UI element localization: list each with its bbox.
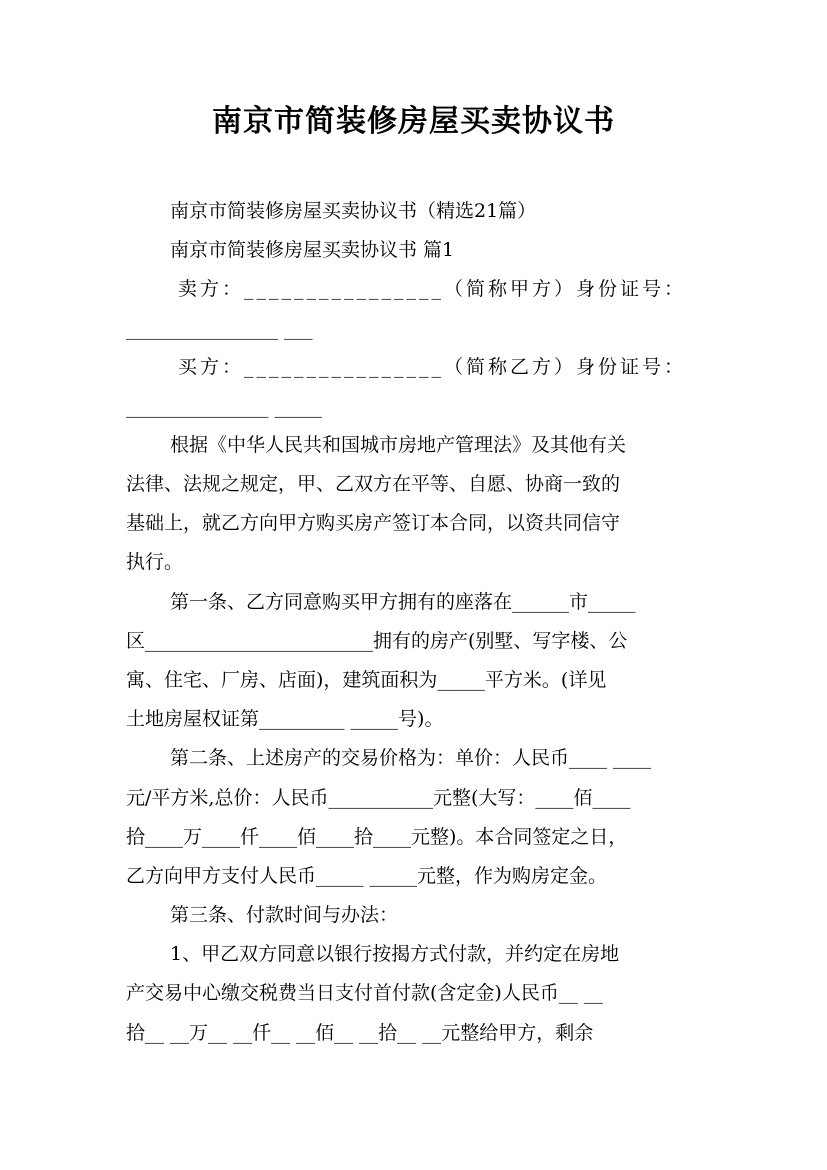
- article-3-item-1-line: 1、甲乙双方同意以银行按揭方式付款，并约定在房地: [170, 943, 620, 965]
- basis-paragraph-line: 根据《中华人民共和国城市房地产管理法》及其他有关: [170, 434, 627, 456]
- buyer-line: 买方：________________（简称乙方）身份证号：: [178, 356, 687, 378]
- article-1-line: 第一条、乙方同意购买甲方拥有的座落在______市_____: [170, 591, 636, 613]
- article-1-line: 区________________________拥有的房产(别墅、写字楼、公: [126, 630, 628, 652]
- article-1-line: 寓、住宅、厂房、店面)，建筑面积为_____平方米。(详见: [126, 669, 607, 691]
- article-2-line: 拾____万____仟____佰____拾____元整)。本合同签定之日，: [126, 826, 628, 848]
- article-2-line: 乙方向甲方支付人民币_____ _____元整，作为购房定金。: [126, 865, 608, 887]
- document-subtitle: 南京市简装修房屋买卖协议书（精选21篇）: [170, 200, 537, 222]
- article-2-line: 元/平方米,总价：人民币___________元整(大写：____佰____: [126, 787, 631, 809]
- basis-paragraph-line: 法律、法规之规定，甲、乙双方在平等、自愿、协商一致的: [126, 473, 621, 495]
- article-1-line: 土地房屋权证第_________ _____号)。: [126, 708, 444, 730]
- basis-paragraph-line: 执行。: [126, 551, 184, 573]
- seller-line: 卖方：________________（简称甲方）身份证号：: [178, 278, 687, 300]
- seller-id-line: ________________ ___: [126, 318, 313, 340]
- document-title: 南京市简装修房屋买卖协议书: [212, 104, 615, 139]
- article-3-heading: 第三条、付款时间与办法：: [170, 904, 399, 926]
- section-heading: 南京市简装修房屋买卖协议书 篇1: [170, 239, 455, 261]
- buyer-id-line: _______________ _____: [126, 396, 323, 418]
- article-2-line: 第二条、上述房产的交易价格为：单价：人民币____ ____: [170, 747, 652, 769]
- article-3-item-1-line: 拾__ __万__ __仟__ __佰__ __拾__ __元整给甲方，剩余: [126, 1022, 594, 1044]
- basis-paragraph-line: 基础上，就乙方向甲方购买房产签订本合同，以资共同信守: [126, 512, 621, 534]
- article-3-item-1-line: 产交易中心缴交税费当日支付首付款(含定金)人民币__ __: [126, 982, 603, 1004]
